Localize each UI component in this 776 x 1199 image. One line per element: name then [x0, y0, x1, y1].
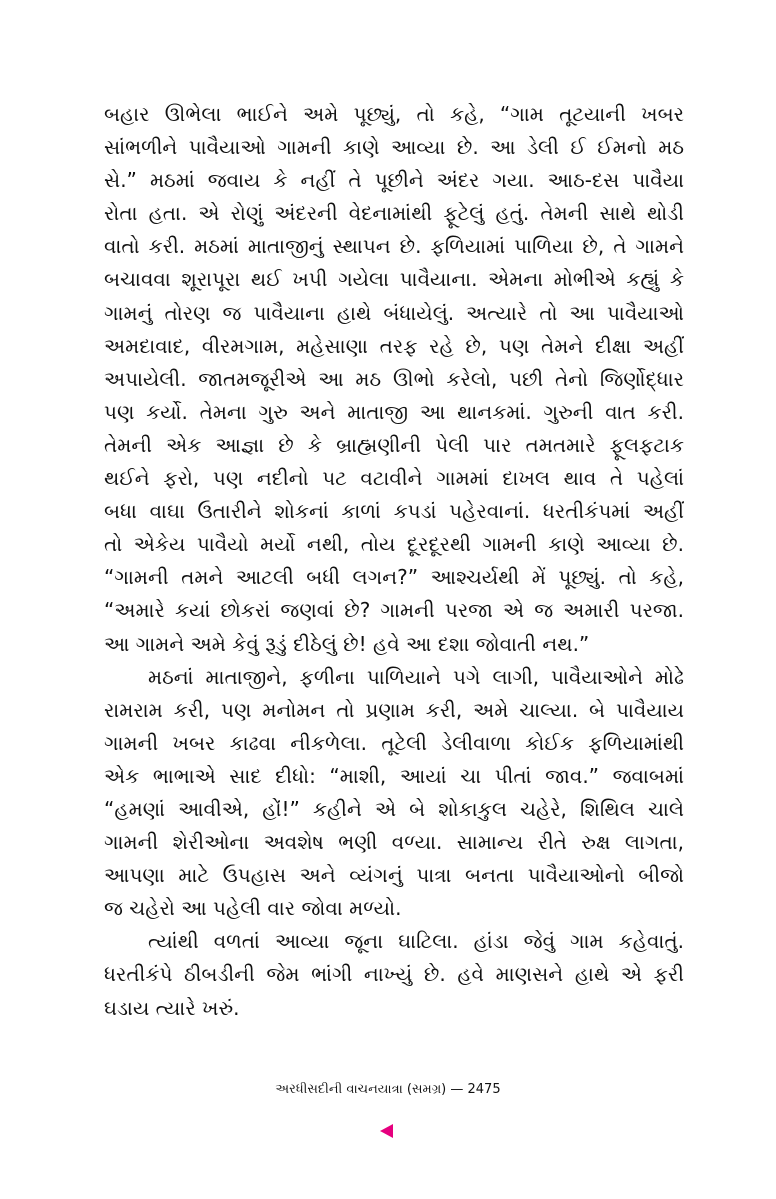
paragraph: [104, 661, 684, 926]
text-line: જ ચહેરો આ પહેલી વાર જોવા મળ્યો.: [104, 896, 402, 921]
previous-page-icon[interactable]: [380, 1124, 393, 1138]
text-line: પણ કર્યો. તેમના ગુરુ અને માતાજી આ થાનકમાં. ગુરુની વાત કરી.: [104, 399, 684, 424]
text-line: બહાર ઊભેલા ભાઈને અમે પૂછ્યું, તો કહે, “ગામ તૂટયાની ખબર: [104, 102, 684, 126]
paragraph: [104, 98, 684, 661]
text-line: તેમની એક આજ્ઞા છે કે બ્રાહ્મણીની પેલી પાર તમતમારે ફૂલફટાક: [104, 432, 684, 457]
text-line: બચાવવા શૂરાપૂરા થઈ ખપી ગયેલા પાવૈયાના. એમના મોભીએ કહ્યું કે: [104, 267, 684, 292]
text-line: બધા વાઘા ઉતારીને શોકનાં કાળાં કપડાં પહેરવાનાં. ધરતીકંપમાં અહીં: [104, 499, 684, 524]
text-line: અપાયેલી. જાતમજૂરીએ આ મઠ ઊભો કરેલો, પછી તેનો જિર્ણોદ્ધાર: [104, 366, 684, 391]
text-line: આપણા માટે ઉપહાસ અને વ્યંગનું પાત્રા બનતા પાવૈયાઓનો બીજો: [104, 863, 684, 888]
text-line: ગામનું તોરણ જ પાવૈયાના હાથે બંધાયેલું. અત્યારે તો આ પાવૈયાઓ: [104, 300, 684, 325]
text-line: મઠનાં માતાજીને, ફળીના પાળિયાને પગે લાગી, પાવૈયાઓને મોઢે: [148, 664, 684, 689]
text-line: રામરામ કરી, પણ મનોમન તો પ્રણામ કરી, અમે ચાલ્યા. બે પાવૈયાય: [104, 697, 684, 722]
text-line: “હમણાં આવીએ, હોં!” કહીને એ બે શોકાકુલ ચહેરે, શિથિલ ચાલે: [104, 796, 684, 821]
text-line: અમદાવાદ, વીરમગામ, મહેસાણા તરફ રહે છે, પણ તેમને દીક્ષા અહીં: [104, 333, 684, 358]
text-line: ધરતીકંપે ઠીબડીની જેમ ભાંગી નાખ્યું છે. હવે માણસને હાથે એ ફરી: [104, 962, 684, 987]
text-line: સાંભળીને પાવૈયાઓ ગામની કાણે આવ્યા છે. આ ડેલી ઈ ઈમનો મઠ: [104, 135, 684, 160]
text-line: “અમારે કયાં છોકરાં જણવાં છે? ગામની પરજા એ જ અમારી પરજા.: [104, 598, 684, 623]
text-line: ગામની શેરીઓના અવશેષ ભણી વળ્યા. સામાન્ય રીતે રુક્ષ લાગતા,: [104, 830, 684, 855]
text-line: આ ગામને અમે કેવું રૂડું દીઠેલું છે! હવે આ દશા જોવાતી નથ.”: [104, 631, 590, 656]
text-line: સે.” મઠમાં જવાય કે નહીં તે પૂછીને અંદર ગયા. આઠ-દસ પાવૈયા: [104, 168, 684, 193]
text-line: ત્યાંથી વળતાં આવ્યા જૂના ઘાટિલા. હાંડા જેવું ગામ કહેવાતું.: [148, 929, 684, 954]
text-line: વાતો કરી. મઠમાં માતાજીનું સ્થાપન છે. ફળિયામાં પાળિયા છે, તે ગામને: [104, 234, 684, 259]
text-line: “ગામની તમને આટલી બધી લગન?” આશ્ચર્યથી મેં પૂછ્યું. તો કહે,: [104, 565, 684, 590]
page-footer: [0, 1080, 776, 1100]
text-line: ગામની ખબર કાઢવા નીકળેલા. તૂટેલી ડેલીવાળા કોઈક ફળિયામાંથી: [104, 730, 684, 755]
body-text: [104, 98, 684, 1025]
text-line: તો એકેય પાવૈયો મર્યો નથી, તોય દૂરદૂરથી ગામની કાણે આવ્યા છે.: [104, 532, 684, 557]
text-line: ઘડાય ત્યારે ખરું.: [104, 995, 240, 1020]
text-line: રોતા હતા. એ રોણું અંદરની વેદનામાંથી ફૂટેલું હતું. તેમની સાથે થોડી: [104, 201, 684, 226]
footer-text: અરધીસદીની વાચનયાત્રા (સમગ્ર) — 2475: [275, 1082, 501, 1097]
text-line: થઈને ફરો, પણ નદીનો પટ વટાવીને ગામમાં દાખલ થાવ તે પહેલાં: [104, 466, 684, 491]
text-line: એક ભાભાએ સાદ દીધો: “માશી, આયાં ચા પીતાં જાવ.” જવાબમાં: [104, 763, 684, 788]
paragraph: [104, 925, 684, 1024]
